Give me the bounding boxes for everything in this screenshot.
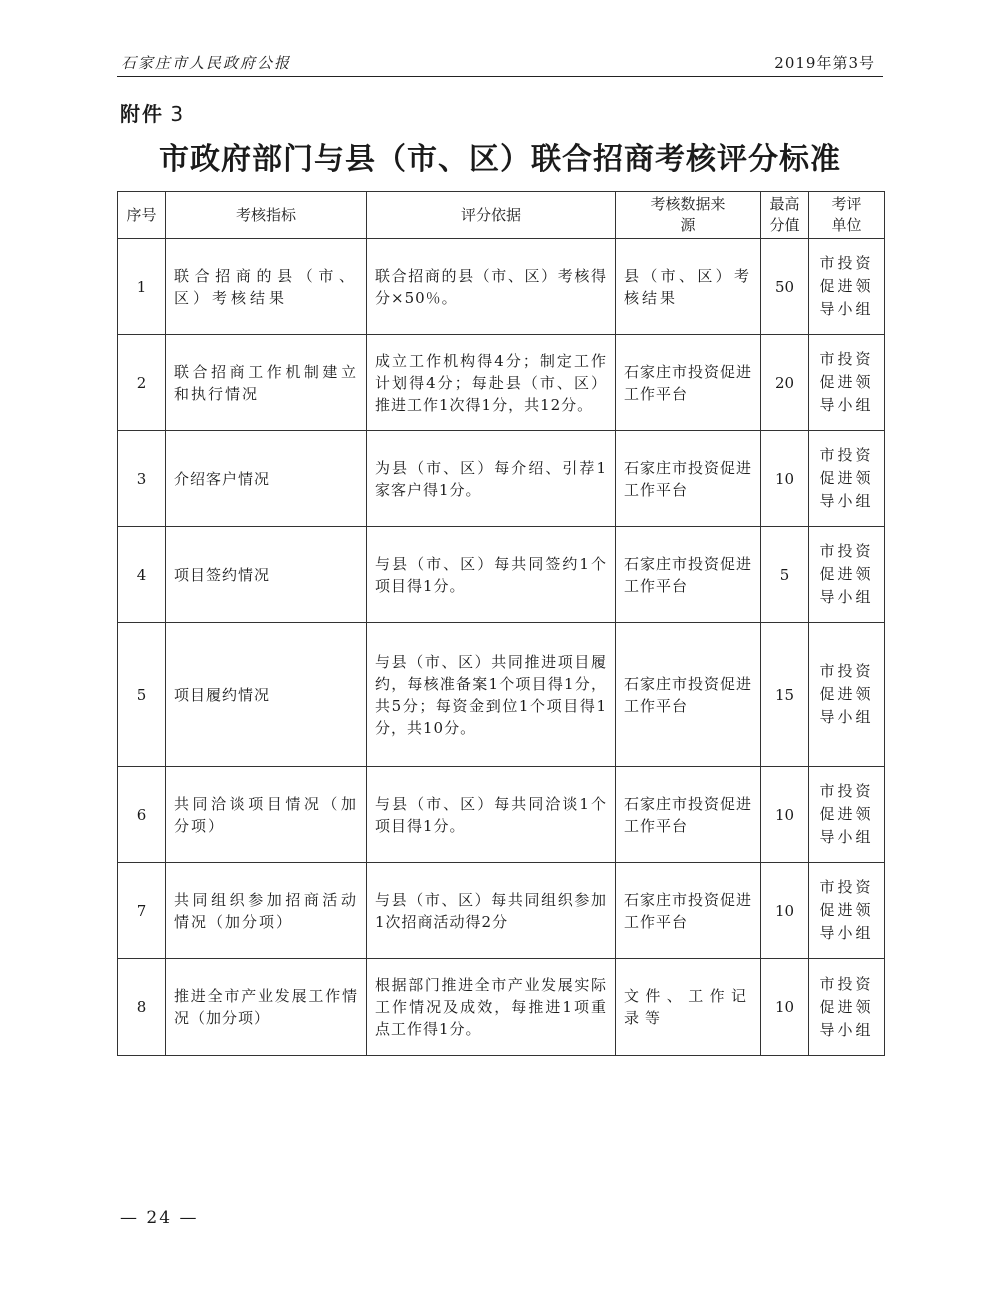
row-source: 石家庄市投资促进工作平台 — [616, 527, 761, 623]
page-number: — 24 — — [120, 1208, 199, 1228]
table-row — [118, 239, 885, 335]
row-source: 县（市、区）考核结果 — [616, 239, 761, 335]
row-source: 石家庄市投资促进工作平台 — [616, 767, 761, 863]
row-max-score: 20 — [761, 335, 809, 431]
row-number: 5 — [118, 623, 166, 767]
row-unit: 市投资促进领导小组 — [809, 527, 885, 623]
header-source: 考核数据来源 — [616, 192, 761, 239]
row-unit: 市投资促进领导小组 — [809, 239, 885, 335]
table-row — [118, 335, 885, 431]
row-source: 石家庄市投资促进工作平台 — [616, 335, 761, 431]
issue-number: 2019年第3号 — [774, 54, 875, 72]
row-number: 1 — [118, 239, 166, 335]
row-unit: 市投资促进领导小组 — [809, 959, 885, 1056]
page-header — [117, 50, 883, 77]
row-number: 8 — [118, 959, 166, 1056]
row-source: 石家庄市投资促进工作平台 — [616, 863, 761, 959]
row-source: 石家庄市投资促进工作平台 — [616, 623, 761, 767]
table-row — [118, 623, 885, 767]
row-number: 2 — [118, 335, 166, 431]
row-unit: 市投资促进领导小组 — [809, 623, 885, 767]
table-row — [118, 431, 885, 527]
row-source: 文件、工作记录等 — [616, 959, 761, 1056]
row-max-score: 10 — [761, 863, 809, 959]
row-indicator: 共同洽谈项目情况（加分项） — [166, 767, 367, 863]
attachment-label — [120, 98, 183, 127]
attachment-number: 3 — [170, 102, 184, 126]
row-basis: 与县（市、区）每共同洽谈1个项目得1分。 — [367, 767, 616, 863]
row-unit: 市投资促进领导小组 — [809, 863, 885, 959]
row-indicator: 联合招商工作机制建立和执行情况 — [166, 335, 367, 431]
row-indicator: 介绍客户情况 — [166, 431, 367, 527]
row-max-score: 50 — [761, 239, 809, 335]
table-header-row — [118, 192, 885, 239]
row-source: 石家庄市投资促进工作平台 — [616, 431, 761, 527]
row-unit: 市投资促进领导小组 — [809, 767, 885, 863]
publication-name: 石家庄市人民政府公报 — [121, 54, 292, 72]
row-number: 7 — [118, 863, 166, 959]
header-indicator: 考核指标 — [166, 192, 367, 239]
row-indicator: 推进全市产业发展工作情况（加分项） — [166, 959, 367, 1056]
row-basis: 与县（市、区）每共同组织参加1次招商活动得2分 — [367, 863, 616, 959]
row-basis: 与县（市、区）共同推进项目履约，每核准备案1个项目得1分，共5分；每资金到位1个项目得1分，共10分。 — [367, 623, 616, 767]
attachment-word: 附件 — [120, 102, 164, 126]
header-unit: 考评单位 — [809, 192, 885, 239]
row-indicator: 项目履约情况 — [166, 623, 367, 767]
row-max-score: 5 — [761, 527, 809, 623]
row-unit: 市投资促进领导小组 — [809, 335, 885, 431]
document-title: 市政府部门与县（市、区）联合招商考核评分标准 — [159, 142, 841, 177]
row-indicator: 共同组织参加招商活动情况（加分项） — [166, 863, 367, 959]
header-basis: 评分依据 — [367, 192, 616, 239]
row-max-score: 10 — [761, 767, 809, 863]
row-basis: 根据部门推进全市产业发展实际工作情况及成效，每推进1项重点工作得1分。 — [367, 959, 616, 1056]
table-row — [118, 863, 885, 959]
row-indicator: 项目签约情况 — [166, 527, 367, 623]
row-basis: 成立工作机构得4分；制定工作计划得4分；每赴县（市、区）推进工作1次得1分，共12分。 — [367, 335, 616, 431]
table-row — [118, 959, 885, 1056]
header-max: 最高分值 — [761, 192, 809, 239]
row-number: 6 — [118, 767, 166, 863]
row-basis: 与县（市、区）每共同签约1个项目得1分。 — [367, 527, 616, 623]
table-row — [118, 767, 885, 863]
row-max-score: 10 — [761, 431, 809, 527]
scoring-table — [117, 191, 885, 1056]
row-max-score: 10 — [761, 959, 809, 1056]
row-indicator: 联合招商的县（市、区）考核结果 — [166, 239, 367, 335]
row-number: 4 — [118, 527, 166, 623]
header-num: 序号 — [118, 192, 166, 239]
row-unit: 市投资促进领导小组 — [809, 431, 885, 527]
row-basis: 为县（市、区）每介绍、引荐1家客户得1分。 — [367, 431, 616, 527]
row-number: 3 — [118, 431, 166, 527]
table-row — [118, 527, 885, 623]
row-max-score: 15 — [761, 623, 809, 767]
row-basis: 联合招商的县（市、区）考核得分×50％。 — [367, 239, 616, 335]
